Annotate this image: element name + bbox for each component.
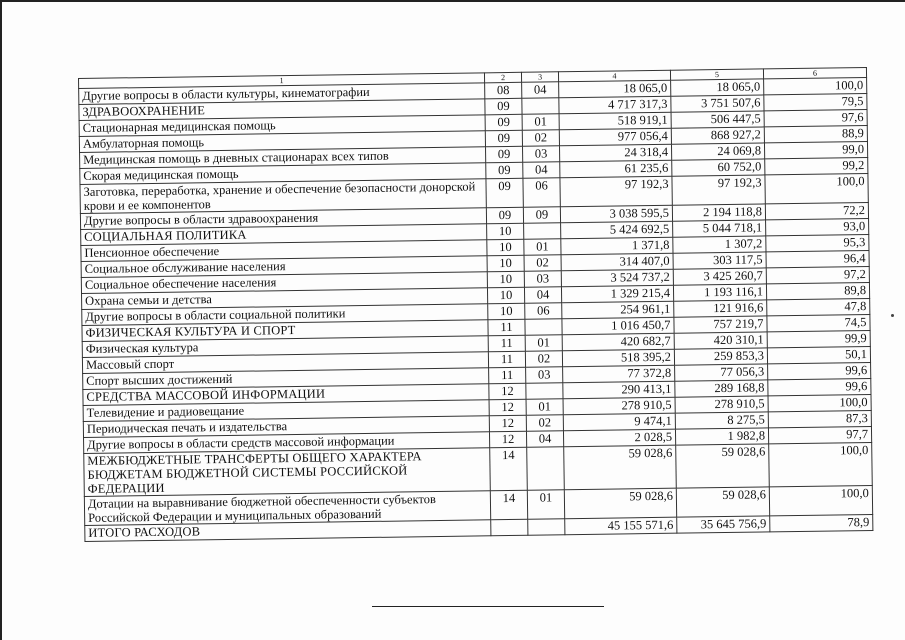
subsection-code [524,223,561,240]
execution-percent: 100,0 [769,485,872,515]
planned-amount: 518 919,1 [559,112,671,130]
row-name: ФИЗИЧЕСКАЯ КУЛЬТУРА И СПОРТ [82,320,488,342]
budget-table [78,67,873,542]
column-number: 4 [558,70,670,82]
section-code: 09 [485,114,522,131]
column-number: 3 [521,72,558,83]
subsection-code: 02 [526,415,563,432]
row-name: ЗДРАВООХРАНЕНИЕ [79,99,485,121]
planned-amount: 18 065,0 [559,80,671,98]
subsection-code: 04 [524,287,561,304]
actual-amount: 3 425 260,7 [673,268,766,285]
planned-amount: 1 329 215,4 [561,285,673,303]
execution-percent: 95,3 [766,234,869,251]
actual-amount: 420 310,1 [674,332,767,349]
section-code [491,519,528,536]
execution-percent: 99,6 [768,378,871,395]
planned-amount: 59 028,6 [564,445,677,490]
row-name: ИТОГО РАСХОДОВ [85,520,491,542]
actual-amount: 60 752,0 [672,159,765,176]
actual-amount: 2 194 118,8 [672,204,765,221]
subsection-code [525,319,562,336]
execution-percent: 87,3 [768,410,871,427]
section-code: 12 [489,431,526,448]
actual-amount: 506 447,5 [671,111,764,128]
section-code: 10 [487,239,524,256]
planned-amount: 420 682,7 [562,333,674,351]
planned-amount: 4 717 317,3 [559,96,671,114]
planned-amount: 59 028,6 [564,488,676,519]
section-code: 14 [490,490,527,520]
actual-amount: 18 065,0 [671,79,764,96]
execution-percent: 97,6 [764,109,867,126]
column-number: 5 [670,69,763,80]
row-name: Охрана семьи и детства [82,288,488,310]
planned-amount: 3 038 595,5 [560,205,672,223]
row-name: Другие вопросы в области здравоохранения [80,208,486,230]
section-code: 12 [489,399,526,416]
section-code: 10 [487,223,524,240]
execution-percent: 100,0 [764,77,867,94]
section-code: 11 [488,351,525,368]
section-code: 09 [486,146,523,163]
row-name: Амбулаторная помощь [79,131,485,153]
row-name: Другие вопросы в области средств массовой информации [84,432,490,454]
planned-amount: 45 155 571,6 [565,517,677,535]
execution-percent: 89,8 [766,282,869,299]
execution-percent: 99,6 [768,362,871,379]
planned-amount: 518 395,2 [562,349,674,367]
row-name: Стационарная медицинская помощь [79,115,485,137]
table-body [79,67,873,541]
subsection-code: 09 [523,207,560,224]
subsection-code: 01 [525,335,562,352]
row-name: Физическая культура [82,336,488,358]
subsection-code [526,383,563,400]
section-code: 09 [486,207,523,224]
row-name: Социальное обслуживание населения [81,256,487,278]
planned-amount: 24 318,4 [559,144,671,162]
subsection-code: 02 [525,351,562,368]
planned-amount: 9 474,1 [563,413,675,431]
subsection-code: 04 [523,162,560,179]
row-name: Другие вопросы в области культуры, кинематографии [79,83,485,105]
actual-amount: 8 275,5 [675,412,768,429]
section-code: 10 [488,303,525,320]
actual-amount: 868 927,2 [671,127,764,144]
actual-amount: 97 192,3 [672,175,765,205]
signature-rule [372,606,604,607]
execution-percent: 96,4 [766,250,869,267]
actual-amount: 24 069,8 [671,143,764,160]
section-code: 09 [485,98,522,115]
subsection-code: 01 [522,114,559,131]
row-name: МЕЖБЮДЖЕТНЫЕ ТРАНСФЕРТЫ ОБЩЕГО ХАРАКТЕРА БЮДЖЕТАМ БЮДЖЕТНОЙ СИСТЕМЫ РОССИЙСКОЙ ФЕДЕРАЦИИ [84,448,491,497]
section-code: 08 [485,82,522,99]
row-name: СОЦИАЛЬНАЯ ПОЛИТИКА [81,224,487,246]
execution-percent: 100,0 [768,394,871,411]
actual-amount: 1 193 116,1 [673,284,766,301]
execution-percent: 99,0 [764,141,867,158]
actual-amount: 5 044 718,1 [673,220,766,237]
execution-percent: 88,9 [764,125,867,142]
column-number: 6 [763,67,866,78]
planned-amount: 290 413,1 [563,381,675,399]
planned-amount: 2 028,5 [563,429,675,447]
subsection-code: 02 [524,255,561,272]
actual-amount: 757 219,7 [674,316,767,333]
execution-percent: 99,9 [767,330,870,347]
section-code: 11 [489,367,526,384]
subsection-code [527,447,565,491]
planned-amount: 77 372,8 [563,365,675,383]
section-code: 09 [486,162,523,179]
section-code: 10 [487,255,524,272]
column-number: 1 [79,73,485,89]
actual-amount: 1 307,2 [673,236,766,253]
actual-amount: 278 910,5 [675,396,768,413]
execution-percent: 93,0 [766,218,869,235]
execution-percent: 100,0 [765,173,868,203]
row-name: Медицинская помощь в дневных стационарах всех типов [80,147,486,169]
planned-amount: 1 371,8 [561,237,673,255]
planned-amount: 278 910,5 [563,397,675,415]
section-code: 09 [486,178,523,208]
planned-amount: 3 524 737,2 [561,269,673,287]
section-code: 12 [489,383,526,400]
row-name: Телевидение и радиовещание [83,400,489,422]
section-code: 12 [489,415,526,432]
execution-percent: 97,7 [768,426,871,443]
row-name: Массовый спорт [82,352,488,374]
execution-percent: 99,2 [765,157,868,174]
section-code: 14 [490,447,528,491]
planned-amount: 97 192,3 [560,176,672,207]
section-code: 09 [485,130,522,147]
execution-percent: 72,2 [765,202,868,219]
execution-percent: 50,1 [767,346,870,363]
actual-amount: 35 645 756,9 [677,516,770,533]
column-number: 2 [484,72,521,83]
subsection-code: 02 [522,130,559,147]
subsection-code [522,98,559,115]
actual-amount: 259 853,3 [674,348,767,365]
planned-amount: 254 961,1 [562,301,674,319]
row-name: Другие вопросы в области социальной политики [82,304,488,326]
actual-amount: 1 982,8 [675,428,768,445]
row-name: Спорт высших достижений [83,368,489,390]
row-name: Дотации на выравнивание бюджетной обеспеченности субъектов Российской Федерации и муниципальных образований [84,491,490,526]
row-name: Заготовка, переработка, хранение и обеспечение безопасности донорской крови и ее компонентов [80,179,486,214]
execution-percent: 79,5 [764,93,867,110]
actual-amount: 59 028,6 [676,487,769,517]
actual-amount: 3 751 507,6 [671,95,764,112]
actual-amount: 77 056,3 [675,364,768,381]
planned-amount: 1 016 450,7 [562,317,674,335]
subsection-code [528,519,565,536]
actual-amount: 59 028,6 [676,444,770,488]
row-name: Скорая медицинская помощь [80,163,486,185]
section-code: 10 [487,271,524,288]
row-name: СРЕДСТВА МАССОВОЙ ИНФОРМАЦИИ [83,384,489,406]
subsection-code: 03 [522,146,559,163]
subsection-code: 01 [526,399,563,416]
subsection-code: 06 [523,178,560,208]
row-name: Социальное обеспечение населения [81,272,487,294]
section-code: 11 [488,319,525,336]
subsection-code: 03 [524,271,561,288]
section-code: 11 [488,335,525,352]
actual-amount: 303 117,5 [673,252,766,269]
planned-amount: 977 056,4 [559,128,671,146]
row-name: Периодическая печать и издательства [83,416,489,438]
subsection-code: 04 [522,82,559,99]
execution-percent: 78,9 [770,514,873,531]
scan-speck [891,314,894,317]
actual-amount: 121 916,6 [674,300,767,317]
planned-amount: 5 424 692,5 [561,221,673,239]
subsection-code: 04 [526,431,563,448]
planned-amount: 61 235,6 [560,160,672,178]
section-code: 10 [487,287,524,304]
subsection-code: 06 [525,303,562,320]
row-name: Пенсионное обеспечение [81,240,487,262]
planned-amount: 314 407,0 [561,253,673,271]
execution-percent: 97,2 [766,266,869,283]
actual-amount: 289 168,8 [675,380,768,397]
subsection-code: 03 [526,367,563,384]
execution-percent: 47,8 [767,298,870,315]
execution-percent: 100,0 [769,442,873,486]
subsection-code: 01 [524,239,561,256]
execution-percent: 74,5 [767,314,870,331]
subsection-code: 01 [527,490,564,520]
